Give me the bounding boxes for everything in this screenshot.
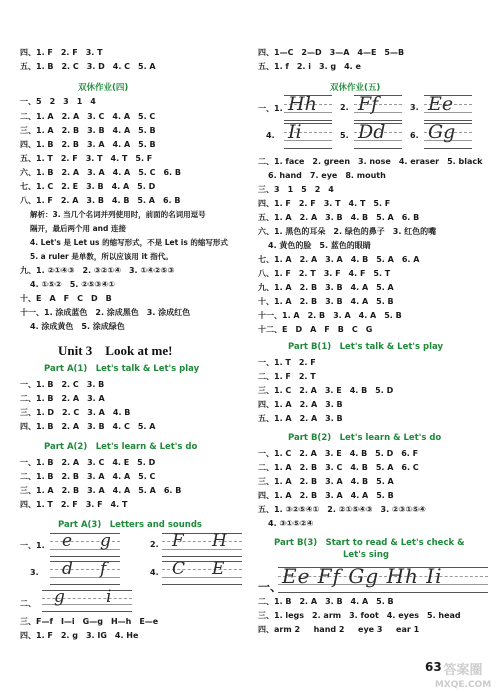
handwritten-letter: F xyxy=(172,531,184,551)
answer-line: 十、E A F C D B xyxy=(20,294,112,303)
answer-line: 三、1. C 2. A 3. E 4. B 5. D xyxy=(258,386,394,395)
answer-line: 三、F—f I—i G—g H—h E—e xyxy=(20,617,159,626)
handwritten-letter: e xyxy=(62,531,73,551)
handwritten-letter: f xyxy=(100,559,107,579)
handwritten-letters: Ee Ff Gg Hh Ii xyxy=(282,564,443,588)
answer-line: 三、1. A 2. B 3. A 4. B 5. A xyxy=(258,477,394,486)
answer-line: 二、1. B 2. A 3. A xyxy=(20,394,105,403)
answer-line: 三、3 1 5 2 4 xyxy=(258,185,334,194)
answer-line: 十一、1. A 2. B 3. A 4. A 5. B xyxy=(258,311,402,320)
answer-line: 6. hand 7. eye 8. mouth xyxy=(268,171,386,180)
answer-line: 十一、1. 涂成蓝色 2. 涂成黑色 3. 涂成红色 xyxy=(20,308,191,317)
answer-line: 三、1. legs 2. arm 3. foot 4. eyes 5. head xyxy=(258,611,461,620)
handwritten-letter: Hh xyxy=(288,93,317,115)
answer-line: 四、1—C 2—D 3—A 4—E 5—B xyxy=(258,48,405,57)
answer-line: 二、1. A 2. B 3. C 4. B 5. A 6. C xyxy=(258,463,419,472)
answer-line: 四、1. T 2. F 3. F 4. T xyxy=(20,500,128,509)
answer-line: 七、1. C 2. E 3. B 4. A 5. D xyxy=(20,182,156,191)
handwritten-letter: Ff xyxy=(358,93,379,115)
question-label: 一、 xyxy=(258,580,283,594)
answer-line: 四、arm 2 hand 2 eye 3 ear 1 xyxy=(258,625,420,634)
answer-line: 九、1. ②①④③ 2. ③②①④ 3. ①④②⑤③ xyxy=(20,266,175,275)
answer-line: 4. 涂成黄色 5. 涂成绿色 xyxy=(30,322,125,331)
handwritten-letter: i xyxy=(106,587,112,607)
question-label: 4. xyxy=(150,568,159,577)
answer-line: 二、1. A 2. A 3. C 4. A 5. C xyxy=(20,112,156,121)
watermark-logo xyxy=(432,660,494,690)
answer-line: 十、1. A 2. B 3. B 4. A 5. B xyxy=(258,297,394,306)
unit-title: Unit 3 Look at me! xyxy=(58,343,173,358)
svg-text:答案圈: 答案圈 xyxy=(443,663,483,678)
question-label: 5. xyxy=(340,131,349,140)
handwritten-letter: C xyxy=(172,559,186,579)
answer-line: 四、1. A 2. A 3. B xyxy=(258,400,343,409)
answer-line: 四、1. F 2. F 3. T xyxy=(20,48,103,57)
section-title: Part A(3) Letters and sounds xyxy=(58,520,202,530)
section-title: Part B(2) Let's learn & Let's do xyxy=(288,433,442,443)
answer-line: 四、1. F 2. F 3. T 4. T 5. F xyxy=(258,199,391,208)
answer-line: 六、1. 黑色的耳朵 2. 绿色的鼻子 3. 红色的嘴 xyxy=(258,227,437,236)
question-label: 一、1. xyxy=(258,104,283,113)
question-label: 6. xyxy=(410,131,419,140)
answer-line: 四、1. B 2. A 3. B 4. C 5. A xyxy=(20,422,156,431)
answer-line: 一、1. B 2. C 3. B xyxy=(20,380,105,389)
svg-text:MXQE.COM: MXQE.COM xyxy=(434,680,492,690)
answer-line: 4. 黄色的脸 5. 蓝色的眼睛 xyxy=(268,241,371,250)
analysis-line: 4. Let's 是 Let us 的缩写形式，不是 Let is 的缩写形式 xyxy=(30,238,228,247)
answer-line: 4. ①⑤② 5. ②⑤③④① xyxy=(30,280,115,289)
watermark-icon xyxy=(432,660,494,690)
section-title: Part A(1) Let's talk & Let's play xyxy=(44,364,200,374)
analysis-line: 5. a ruler 是单数，所以应该用 it 指代。 xyxy=(30,252,173,261)
handwritten-letter: Ee xyxy=(428,93,454,115)
answer-line: 九、1. A 2. B 3. B 4. A 5. A xyxy=(258,283,394,292)
answer-line: 四、1. A 2. B 3. A 4. A 5. B xyxy=(258,491,394,500)
answer-line: 四、1. F 2. g 3. IG 4. He xyxy=(20,631,139,640)
handwritten-letter: Gg xyxy=(428,121,456,143)
answer-line: 五、1. B 2. C 3. D 4. C 5. A xyxy=(20,62,156,71)
answer-line: 八、1. F 2. A 3. B 4. B 5. A 6. B xyxy=(20,196,181,205)
handwritten-letter: d xyxy=(62,559,73,579)
section-title: Let's sing xyxy=(343,550,389,560)
section-title: 双休作业(五) xyxy=(330,83,381,93)
question-label: 3. xyxy=(410,103,419,112)
answer-line: 二、1. B 2. B 3. A 4. A 5. C xyxy=(20,472,156,481)
answer-line: 一、5 2 3 1 4 xyxy=(20,97,96,106)
section-title: Part B(3) Start to read & Let's check & xyxy=(274,538,465,548)
analysis-line: 隔开，最后两个用 and 连接 xyxy=(30,224,126,233)
section-title: 双休作业(四) xyxy=(78,83,129,93)
answer-line: 三、1. A 2. B 3. B 4. A 5. B xyxy=(20,126,156,135)
section-title: Part A(2) Let's learn & Let's do xyxy=(44,442,198,452)
question-label: 二、 xyxy=(20,599,36,608)
answer-line: 二、1. F 2. T xyxy=(258,372,316,381)
handwritten-letter: H xyxy=(212,531,227,551)
answer-line: 五、1. ③②⑤④① 2. ②①⑤④③ 3. ②③①⑤④ xyxy=(258,505,426,514)
answer-line: 一、1. T 2. F xyxy=(258,358,316,367)
answer-line: 五、1. f 2. i 3. g 4. e xyxy=(258,62,361,71)
handwritten-letter: Dd xyxy=(358,121,386,143)
handwritten-letter: Ii xyxy=(288,121,302,143)
page-number: 63 xyxy=(425,660,442,674)
question-label: 2. xyxy=(150,540,159,549)
analysis-line: 解析：3. 当几个名词并列使用时，前面的名词用逗号 xyxy=(30,210,206,219)
question-label: 4. xyxy=(266,131,275,140)
answer-line: 三、1. D 2. C 3. A 4. B xyxy=(20,408,131,417)
handwritten-letter: g xyxy=(54,587,65,607)
answer-line: 十二、E D A F B C G xyxy=(258,325,373,334)
answer-line: 五、1. A 2. A 3. B xyxy=(258,414,343,423)
answer-line: 二、1. B 2. A 3. B 4. A 5. B xyxy=(258,597,394,606)
answer-line: 4. ③①⑤②④ xyxy=(268,519,314,528)
question-label: 2. xyxy=(340,103,349,112)
answer-line: 四、1. B 2. B 3. A 4. A 5. B xyxy=(20,140,156,149)
answer-line: 五、1. T 2. F 3. T 4. T 5. F xyxy=(20,154,153,163)
writing-lines xyxy=(50,561,120,585)
answer-line: 八、1. F 2. T 3. F 4. F 5. T xyxy=(258,269,391,278)
handwritten-letter: g xyxy=(100,531,111,551)
handwritten-letter: E xyxy=(212,559,225,579)
answer-line: 五、1. A 2. A 3. B 4. B 5. A 6. B xyxy=(258,213,420,222)
answer-line: 二、1. face 2. green 3. nose 4. eraser 5. black xyxy=(258,157,483,166)
answer-line: 七、1. A 2. A 3. A 4. B 5. A 6. A xyxy=(258,255,420,264)
section-title: Part B(1) Let's talk & Let's play xyxy=(288,342,444,352)
answer-line: 一、1. C 2. A 3. E 4. B 5. D 6. F xyxy=(258,449,419,458)
answer-line: 三、1. A 2. B 3. A 4. A 5. A 6. B xyxy=(20,486,182,495)
question-label: 3. xyxy=(30,568,39,577)
question-label: 一、1. xyxy=(20,541,45,550)
answer-line: 一、1. B 2. A 3. C 4. E 5. D xyxy=(20,458,156,467)
answer-line: 六、1. B 2. A 3. A 4. A 5. C 6. B xyxy=(20,168,181,177)
